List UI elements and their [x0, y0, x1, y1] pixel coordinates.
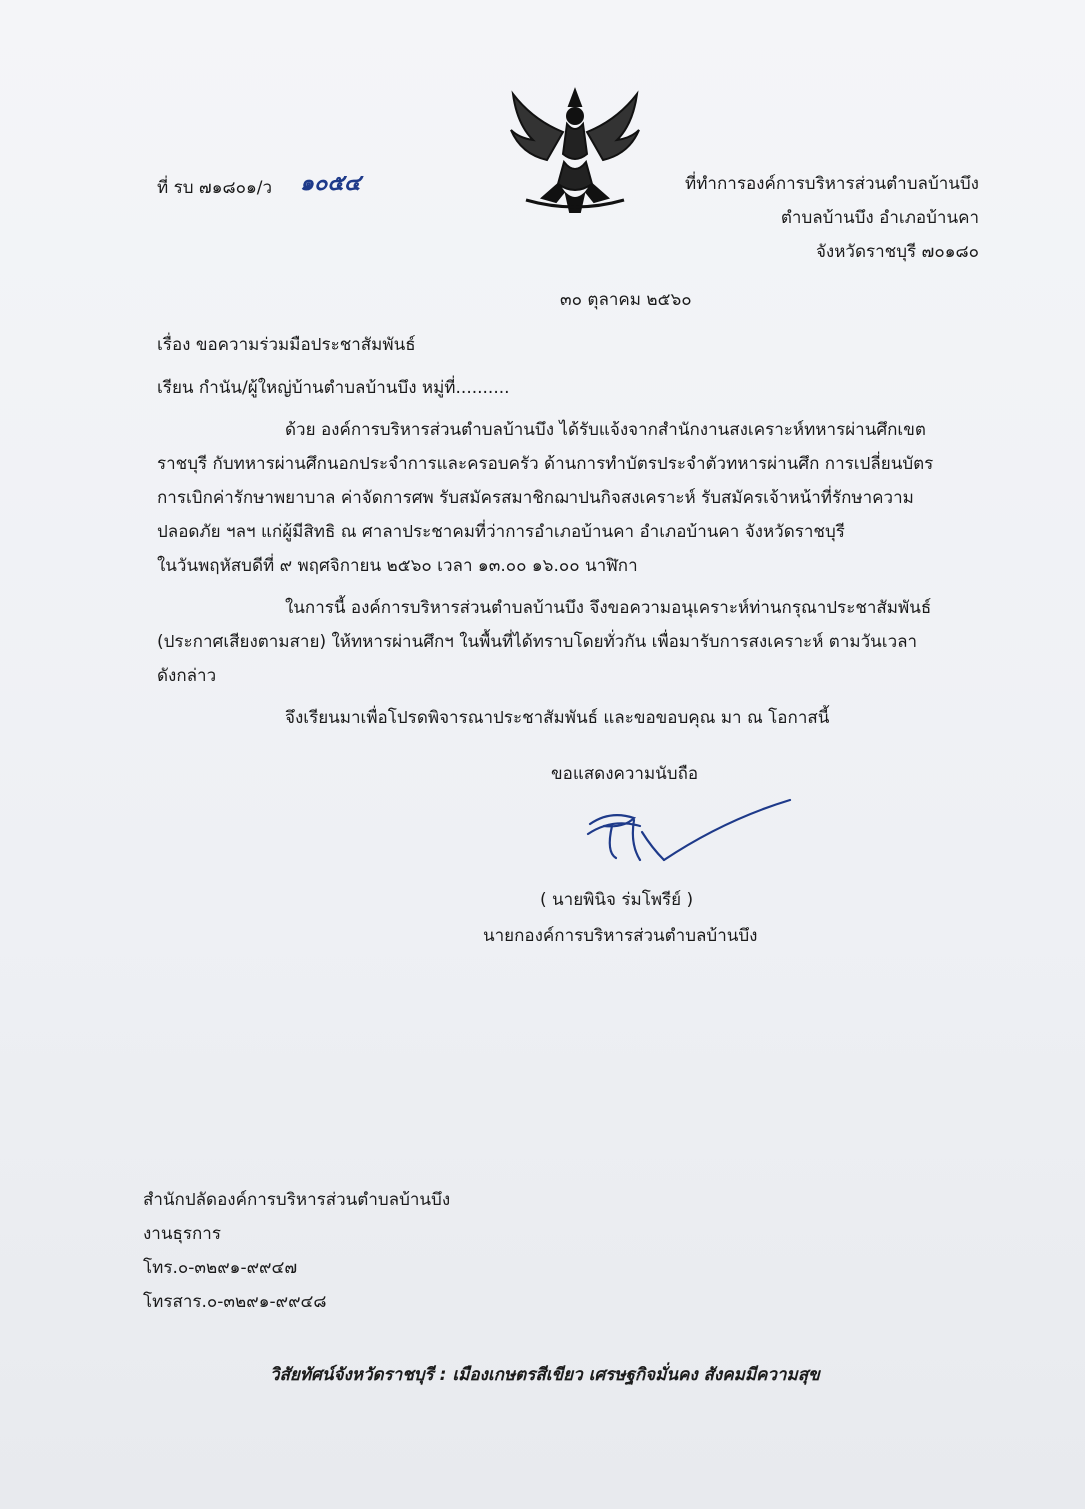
reference-handwritten: ๑๐๕๔ — [300, 171, 361, 196]
signature-image — [580, 790, 800, 870]
signer-title: นายกองค์การบริหารส่วนตำบลบ้านบึง — [483, 926, 758, 946]
body-p1-line5: ในวันพฤหัสบดีที่ ๙ พฤศจิกายน ๒๕๖๐ เวลา ๑๓.๐๐ ๑๖.๐๐ นาฬิกา — [157, 556, 638, 576]
garuda-emblem-icon — [506, 82, 644, 220]
footer-telephone: โทร.๐-๓๒๙๑-๙๙๔๗ — [143, 1258, 298, 1278]
body-p2-line2: (ประกาศเสียงตามสาย) ให้ทหารผ่านศึกฯ ในพื้นที่ได้ทราบโดยทั่วกัน เพื่อมารับการสงเคราะห์ ตามวันเวลา — [157, 632, 918, 652]
body-p1-line3: การเบิกค่ารักษาพยาบาล ค่าจัดการศพ รับสมัครสมาชิกฌาปนกิจสงเคราะห์ รับสมัครเจ้าหน้าที่รักษาความ — [157, 488, 914, 508]
reference-number: ที่ รบ ๗๑๘๐๑/ว — [157, 178, 273, 198]
subject-line: เรื่อง ขอความร่วมมือประชาสัมพันธ์ — [157, 335, 416, 355]
office-address-line1: ที่ทำการองค์การบริหารส่วนตำบลบ้านบึง — [685, 174, 979, 194]
footer-fax: โทรสาร.๐-๓๒๙๑-๙๙๔๘ — [143, 1292, 327, 1312]
body-p3: จึงเรียนมาเพื่อโปรดพิจารณาประชาสัมพันธ์ และขอขอบคุณ มา ณ โอกาสนี้ — [285, 708, 830, 728]
body-p1-line2: ราชบุรี กับทหารผ่านศึกนอกประจำการและครอบครัว ด้านการทำบัตรประจำตัวทหารผ่านศึก การเปลี่ยนบัตร — [157, 454, 934, 474]
province-vision-slogan: วิสัยทัศน์จังหวัดราชบุรี : เมืองเกษตรสีเขียว เศรษฐกิจมั่นคง สังคมมีความสุข — [270, 1365, 820, 1385]
recipient-line: เรียน กำนัน/ผู้ใหญ่บ้านตำบลบ้านบึง หมู่ที่.......... — [157, 378, 510, 398]
footer-department: สำนักปลัดองค์การบริหารส่วนตำบลบ้านบึง — [143, 1190, 451, 1210]
body-p1-line1: ด้วย องค์การบริหารส่วนตำบลบ้านบึง ได้รับแจ้งจากสำนักงานสงเคราะห์ทหารผ่านศึกเขต — [285, 420, 926, 440]
body-p2-line1: ในการนี้ องค์การบริหารส่วนตำบลบ้านบึง จึงขอความอนุเคราะห์ท่านกรุณาประชาสัมพันธ์ — [285, 598, 932, 618]
body-p1-line4: ปลอดภัย ฯลฯ แก่ผู้มีสิทธิ ณ ศาลาประชาคมที่ว่าการอำเภอบ้านคา อำเภอบ้านคา จังหวัดราชบุรี — [157, 522, 845, 542]
office-address-line2: ตำบลบ้านบึง อำเภอบ้านคา — [780, 208, 979, 228]
closing-regards: ขอแสดงความนับถือ — [551, 764, 699, 784]
body-p2-line3: ดังกล่าว — [157, 666, 217, 686]
letter-date: ๓๐ ตุลาคม ๒๕๖๐ — [560, 290, 692, 310]
footer-section: งานธุรการ — [143, 1224, 221, 1244]
office-address-line3: จังหวัดราชบุรี ๗๐๑๘๐ — [815, 242, 979, 262]
signer-name: ( นายพินิจ ร่มโพรีย์ ) — [540, 890, 694, 910]
